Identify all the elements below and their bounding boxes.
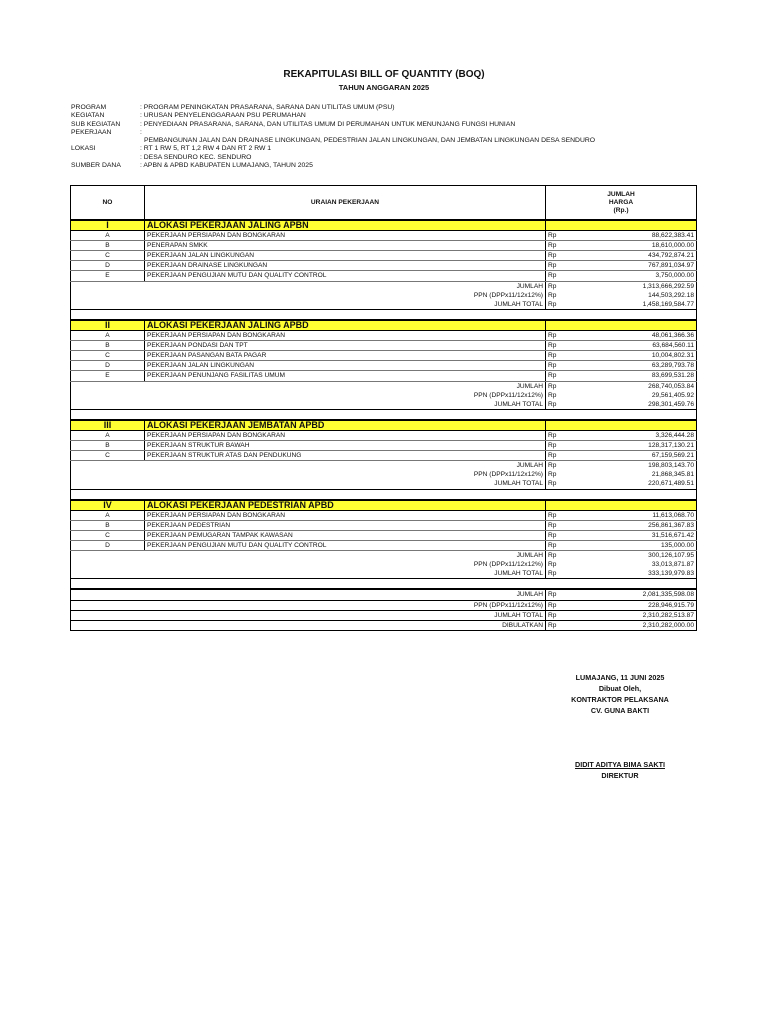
grand-total-amount: 2,310,282,513.87 [642,611,695,619]
item-description: PEKERJAAN PASANGAN BATA PAGAR [145,351,546,361]
item-amount: 11,613,068.70 [568,510,697,520]
document-subtitle: TAHUN ANGGARAN 2025 [338,83,430,92]
table-row [71,430,697,440]
signatory [540,759,700,781]
header-unit: (Rp.) [613,206,629,214]
section-number: III [71,420,145,431]
signature-role: KONTRAKTOR PELAKSANA [571,695,669,704]
currency-label: Rp [546,291,568,300]
item-number: B [71,441,145,451]
spacer-row [71,579,697,590]
item-amount: 67,159,569.21 [568,451,697,461]
total-row [71,300,697,310]
section-row [71,500,697,511]
total-label: JUMLAH [516,382,543,390]
total-row [71,551,697,561]
item-description: PEKERJAAN PENUNJANG FASILITAS UMUM [145,371,546,381]
signatory-name: DIDIT ADITYA BIMA SAKTI [575,760,665,769]
item-description: PEKERJAAN PEDESTRIAN [145,520,546,530]
grand-total-row [71,600,697,610]
item-amount: 63,684,560.11 [568,341,697,351]
item-amount: 48,061,366.36 [568,331,697,341]
signature-made-by: Dibuat Oleh, [598,684,642,693]
item-amount: 10,004,802.31 [568,351,697,361]
total-amount: 33,013,871.87 [651,561,695,569]
total-label: PPN (DPPx11/12x12%) [473,391,543,399]
grand-total-row [71,589,697,600]
currency-label: Rp [546,261,568,271]
item-number: B [71,520,145,530]
currency-label: Rp [546,381,568,391]
currency-label: Rp [546,281,568,291]
item-number: B [71,341,145,351]
total-row [71,381,697,391]
currency-label: Rp [546,470,568,479]
currency-label: Rp [546,530,568,540]
total-label: PPN (DPPx11/12x12%) [473,291,543,299]
item-number: A [71,430,145,440]
info-value: : [140,128,142,136]
currency-label: Rp [546,371,568,381]
item-description: PEKERJAAN PERSIAPAN DAN BONGKARAN [145,510,546,520]
signature-place-date: LUMAJANG, 11 JUNI 2025 [575,673,665,682]
spacer-cell [71,579,697,590]
total-amount: 220,671,489.51 [648,480,695,488]
total-label: JUMLAH [516,552,543,560]
section-amount-empty [546,320,697,331]
currency-label: Rp [546,351,568,361]
currency-label: Rp [546,271,568,281]
info-value: : PENYEDIAAN PRASARANA, SARANA, DAN UTILITAS UMUM DI PERUMAHAN UNTUK MENUNJANG FUNGSI HUNIAN [140,120,516,128]
header-jumlah-harga [546,186,697,221]
item-amount: 434,792,874.21 [568,251,697,261]
total-amount: 1,313,666,292.59 [642,282,695,290]
currency-label: Rp [546,241,568,251]
total-label: JUMLAH [516,282,543,290]
header-uraian: URAIAN PEKERJAAN [145,186,546,221]
currency-label: Rp [546,391,568,400]
section-title: ALOKASI PEKERJAAN PEDESTRIAN APBD [145,500,546,511]
total-amount: 29,561,405.92 [651,391,695,399]
table-row [71,520,697,530]
currency-label: Rp [546,560,568,569]
info-value: : PROGRAM PENINGKATAN PRASARANA, SARANA DAN UTILITAS UMUM (PSU) [140,104,395,111]
spacer-cell [71,409,697,420]
item-description: PEKERJAAN PENGUJIAN MUTU DAN QUALITY CONTROL [145,271,546,281]
item-number: A [71,231,145,241]
table-row [71,451,697,461]
item-description: PEKERJAAN PERSIAPAN DAN BONGKARAN [145,331,546,341]
info-value: : URUSAN PENYELENGGARAAN PSU PERUMAHAN [140,112,306,120]
section-row [71,220,697,231]
currency-label: Rp [546,461,568,471]
total-row [71,391,697,400]
info-label: SUB KEGIATAN [71,120,121,128]
info-label: KEGIATAN [71,112,105,120]
total-label: JUMLAH TOTAL [494,570,543,578]
item-amount: 135,000.00 [568,541,697,551]
item-number: C [71,451,145,461]
currency-label: Rp [546,251,568,261]
item-description: PEKERJAAN DRAINASE LINGKUNGAN [145,261,546,271]
info-label: LOKASI [71,145,96,153]
item-description: PEKERJAAN PERSIAPAN DAN BONGKARAN [145,231,546,241]
table-row [71,371,697,381]
section-amount-empty [546,500,697,511]
table-row [71,341,697,351]
item-amount: 3,750,000.00 [568,271,697,281]
currency-label: Rp [546,341,568,351]
currency-label: Rp [546,361,568,371]
table-row [71,231,697,241]
section-number: I [71,220,145,231]
total-amount: 300,126,107.95 [648,552,695,560]
currency-label: Rp [546,479,568,489]
section-row [71,420,697,431]
currency-label: Rp [546,610,568,620]
total-label: PPN (DPPx11/12x12%) [473,471,543,479]
item-number: C [71,530,145,540]
section-title: ALOKASI PEKERJAAN JALING APBN [145,220,546,231]
grand-total-label: JUMLAH TOTAL [494,611,543,619]
grand-total-row [71,620,697,630]
item-description: PEKERJAAN PERSIAPAN DAN BONGKARAN [145,430,546,440]
total-label: JUMLAH TOTAL [494,400,543,408]
total-amount: 1,458,169,584.77 [642,300,695,308]
total-label: JUMLAH TOTAL [494,480,543,488]
total-row [71,461,697,471]
item-number: D [71,541,145,551]
item-description: PEKERJAAN STRUKTUR BAWAH [145,441,546,451]
total-row [71,470,697,479]
signature-company: CV. GUNA BAKTI [590,706,650,715]
item-amount: 63,289,793.78 [568,361,697,371]
table-row [71,241,697,251]
currency-label: Rp [546,569,568,579]
total-label: PPN (DPPx11/12x12%) [473,561,543,569]
item-amount: 767,891,034.97 [568,261,697,271]
total-label: JUMLAH [516,462,543,470]
total-row [71,479,697,489]
currency-label: Rp [546,441,568,451]
total-amount: 268,740,053.84 [648,382,695,390]
item-amount: 3,326,444.28 [568,430,697,440]
item-description: PEKERJAAN PEMUGARAN TAMPAK KAWASAN [145,530,546,540]
currency-label: Rp [546,231,568,241]
section-number: II [71,320,145,331]
item-number: D [71,261,145,271]
info-value-continued: PEMBANGUNAN JALAN DAN DRAINASE LINGKUNGAN, PEDESTRIAN JALAN LINGKUNGAN, DAN JEMBATAN LINGKUNGAN DESA SENDURO [144,137,596,145]
spacer-cell [71,489,697,500]
spacer-cell [71,309,697,320]
item-amount: 83,699,531.28 [568,371,697,381]
total-amount: 298,301,459.76 [648,400,695,408]
item-amount: 18,610,000.00 [568,241,697,251]
currency-label: Rp [546,520,568,530]
item-description: PEKERJAAN STRUKTUR ATAS DAN PENDUKUNG [145,451,546,461]
currency-label: Rp [546,331,568,341]
total-amount: 198,803,143.70 [648,462,695,470]
currency-label: Rp [546,620,568,630]
header-no: NO [71,186,145,221]
currency-label: Rp [546,430,568,440]
section-row [71,320,697,331]
currency-label: Rp [546,589,568,600]
grand-total-amount: 2,310,282,000.00 [642,621,695,629]
header-harga: HARGA [608,198,634,206]
table-header-row [71,186,697,221]
item-description: PEKERJAAN PONDASI DAN TPT [145,341,546,351]
table-row [71,530,697,540]
signature-block [540,672,700,716]
total-label: JUMLAH TOTAL [494,300,543,308]
item-number: E [71,271,145,281]
total-row [71,560,697,569]
info-label: SUMBER DANA [71,161,121,169]
currency-label: Rp [546,300,568,310]
table-row [71,441,697,451]
item-amount: 256,861,367.83 [568,520,697,530]
item-number: A [71,331,145,341]
section-title: ALOKASI PEKERJAAN JEMBATAN APBD [145,420,546,431]
item-amount: 128,317,130.21 [568,441,697,451]
item-number: D [71,361,145,371]
section-number: IV [71,500,145,511]
spacer-row [71,489,697,500]
item-description: PEKERJAAN JALAN LINGKUNGAN [145,251,546,261]
grand-total-amount: 2,081,335,598.08 [642,591,695,599]
item-description: PEKERJAAN PENGUJIAN MUTU DAN QUALITY CONTROL [145,541,546,551]
total-amount: 21,868,345.81 [651,471,695,479]
grand-total-label: PPN (DPPx11/12x12%) [473,601,543,609]
grand-total-amount: 228,946,915.79 [648,601,695,609]
total-amount: 333,139,979.83 [648,570,695,578]
total-row [71,400,697,410]
currency-label: Rp [546,541,568,551]
total-row [71,281,697,291]
table-row [71,331,697,341]
table-row [71,251,697,261]
info-label: PROGRAM [71,104,107,111]
table-row [71,271,697,281]
item-number: A [71,510,145,520]
currency-label: Rp [546,451,568,461]
currency-label: Rp [546,400,568,410]
header-jumlah: JUMLAH [607,190,635,198]
table-row [71,261,697,271]
section-title: ALOKASI PEKERJAAN JALING APBD [145,320,546,331]
currency-label: Rp [546,551,568,561]
currency-label: Rp [546,510,568,520]
section-amount-empty [546,220,697,231]
item-number: C [71,351,145,361]
table-row [71,361,697,371]
item-amount: 88,622,383.41 [568,231,697,241]
total-amount: 144,503,292.18 [648,291,695,299]
info-value: : APBN & APBD KABUPATEN LUMAJANG, TAHUN 2025 [140,161,313,169]
item-description: PENERAPAN SMKK [145,241,546,251]
item-description: PEKERJAAN JALAN LINGKUNGAN [145,361,546,371]
total-row [71,569,697,579]
table-row [71,510,697,520]
grand-total-label: DIBULATKAN [502,621,543,629]
grand-total-row [71,610,697,620]
spacer-row [71,409,697,420]
table-row [71,541,697,551]
info-value-continued: : DESA SENDURO KEC. SENDURO [140,153,252,161]
section-amount-empty [546,420,697,431]
currency-label: Rp [546,600,568,610]
table-row [71,351,697,361]
item-number: B [71,241,145,251]
item-amount: 31,516,671.42 [568,530,697,540]
item-number: C [71,251,145,261]
total-row [71,291,697,300]
signatory-position: DIREKTUR [601,771,639,780]
spacer-row [71,309,697,320]
item-number: E [71,371,145,381]
document-title: REKAPITULASI BILL OF QUANTITY (BOQ) [283,69,485,80]
info-value: : RT 1 RW 5, RT 1,2 RW 4 DAN RT 2 RW 1 [140,145,272,153]
boq-table [70,185,697,631]
grand-total-label: JUMLAH [516,591,543,599]
info-label: PEKERJAAN [71,128,112,136]
